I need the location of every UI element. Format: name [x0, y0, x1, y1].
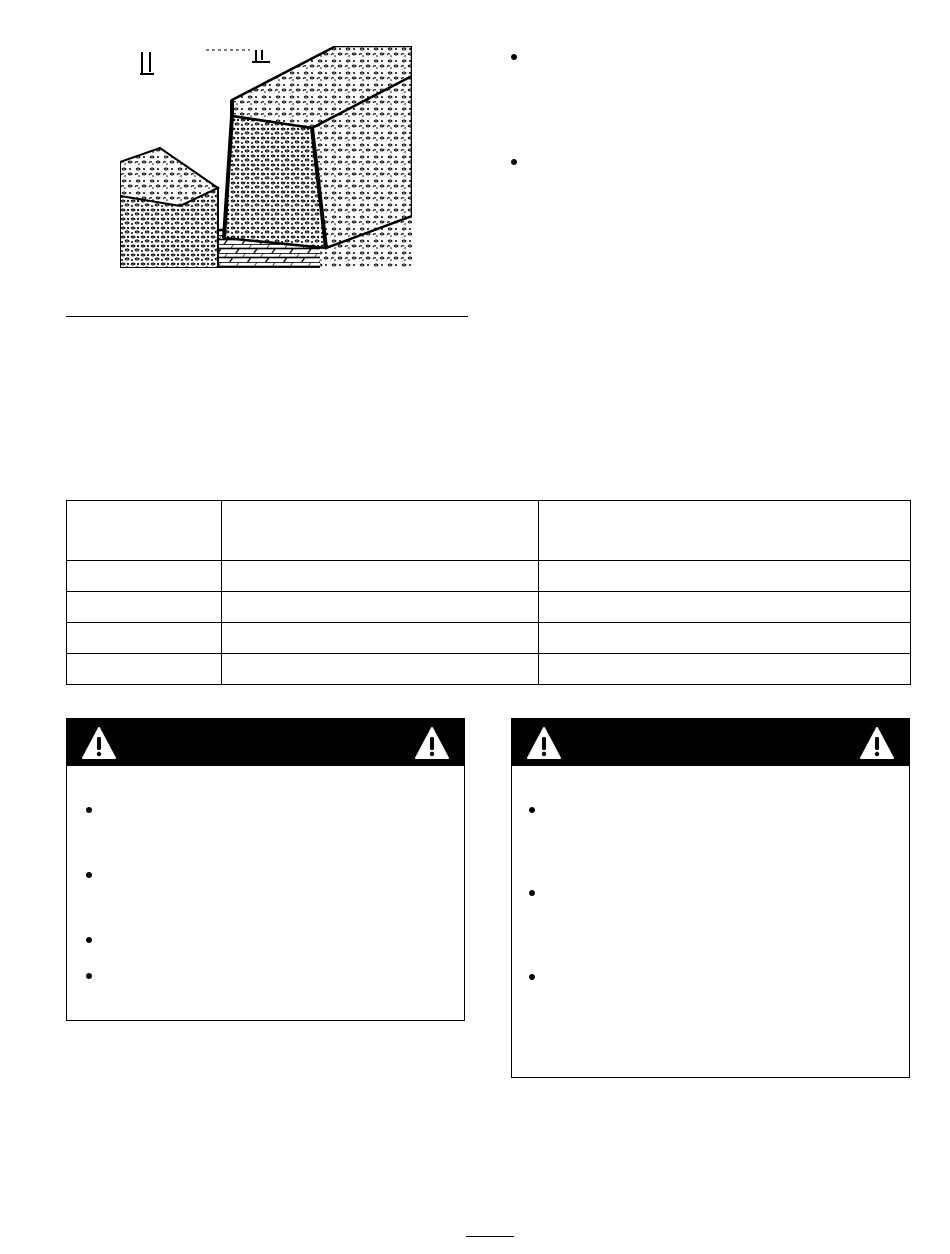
table-cell: [539, 623, 911, 654]
table-header-row: [67, 501, 911, 561]
warning-header: [67, 719, 464, 766]
table-row: [67, 592, 911, 623]
warning-triangle-icon: [81, 726, 117, 760]
warning-triangle-icon: [526, 726, 562, 760]
warning-box-right: [511, 718, 910, 1078]
section-divider: [66, 316, 468, 317]
table-cell: [222, 623, 539, 654]
table-cell: [222, 561, 539, 592]
warning-bullet: [86, 872, 92, 878]
table-cell: [67, 592, 222, 623]
table-row: [67, 623, 911, 654]
header-cell-2: [222, 501, 539, 561]
warning-header: [512, 719, 909, 766]
table-row: [67, 561, 911, 592]
table-row: [67, 654, 911, 685]
top-bullet-2: [511, 159, 517, 165]
table-cell: [539, 592, 911, 623]
warning-triangle-icon: [414, 726, 450, 760]
spec-table: [66, 500, 911, 685]
table-cell: [539, 561, 911, 592]
warning-bullet: [86, 807, 92, 813]
header-cell-1: [67, 501, 222, 561]
warning-bullet: [529, 890, 535, 896]
hedge-illustration: [120, 46, 412, 268]
table-cell: [222, 592, 539, 623]
warning-bullet: [529, 807, 535, 813]
warning-bullet: [86, 937, 92, 943]
footer-rule: [466, 1236, 514, 1237]
header-cell-3: [539, 501, 911, 561]
warning-bullet: [529, 974, 535, 980]
table-cell: [67, 561, 222, 592]
table-cell: [539, 654, 911, 685]
top-bullet-1: [511, 54, 517, 60]
table-cell: [67, 654, 222, 685]
warning-bullet: [86, 973, 92, 979]
table-cell: [222, 654, 539, 685]
table-cell: [67, 623, 222, 654]
warning-triangle-icon: [859, 726, 895, 760]
warning-box-left: [66, 718, 465, 1021]
